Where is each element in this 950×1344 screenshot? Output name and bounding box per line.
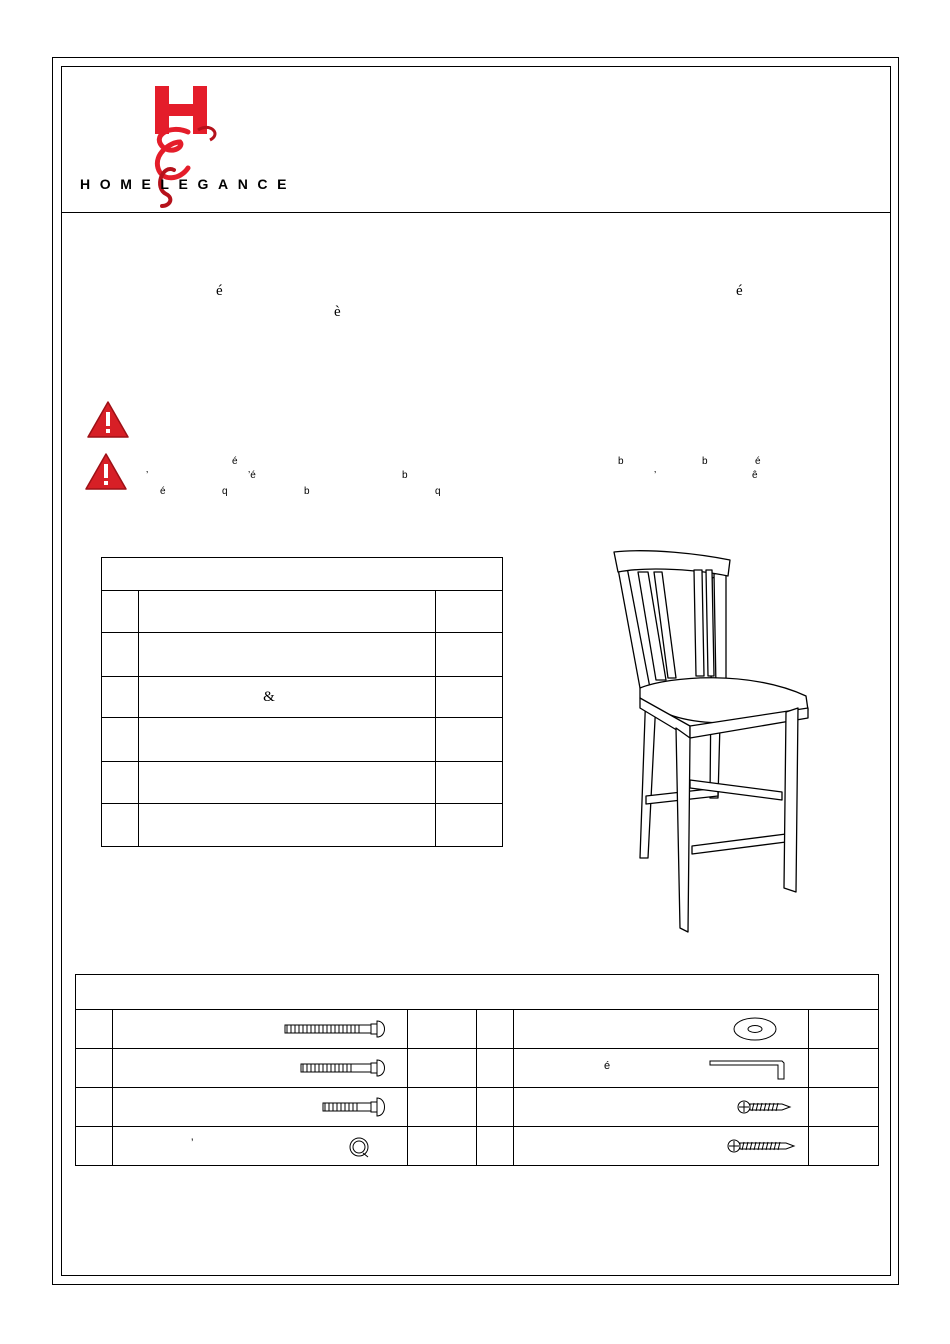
warning-mark: ’é: [248, 470, 256, 481]
warning-mark: é: [160, 486, 166, 497]
table-row: [102, 718, 503, 762]
table-row: [102, 762, 503, 804]
intro-mark: é: [216, 283, 223, 299]
header-divider: [61, 212, 891, 213]
warning-mark: b: [304, 486, 310, 497]
short-bolt-icon: [321, 1097, 391, 1117]
flat-washer-icon: [732, 1016, 778, 1042]
warning-mark: q: [435, 486, 441, 497]
table-row: [76, 1088, 879, 1127]
table-row: [102, 804, 503, 847]
lock-washer-icon: [347, 1135, 371, 1159]
warning-mark: b: [702, 456, 708, 467]
homelegance-monogram-logo: [140, 84, 220, 212]
warning-mark: q: [222, 486, 228, 497]
medium-bolt-icon: [299, 1059, 391, 1077]
bar-stool-illustration: [600, 548, 820, 940]
hardware-table: [75, 974, 879, 1166]
table-row: ’: [76, 1127, 879, 1166]
warning-mark: b: [618, 456, 624, 467]
warning-mark: b: [402, 470, 408, 481]
hardware-table-header: [76, 975, 879, 1010]
warning-triangle-icon: [86, 400, 130, 440]
brand-wordmark: HOMELEGANCE: [80, 176, 297, 192]
parts-table: [101, 557, 503, 847]
warning-mark: é: [755, 456, 761, 467]
allen-key-icon: [708, 1057, 790, 1081]
table-row: [76, 1010, 879, 1049]
warning-mark: é: [232, 456, 238, 467]
intro-mark: è: [334, 304, 341, 320]
long-screw-icon: [726, 1138, 796, 1154]
long-bolt-icon: [283, 1020, 391, 1038]
table-row: &: [102, 677, 503, 718]
warning-mark: ’: [654, 470, 657, 481]
intro-mark: é: [736, 283, 743, 299]
table-row: é: [76, 1049, 879, 1088]
table-row: [102, 633, 503, 677]
table-row: [102, 591, 503, 633]
short-screw-icon: [736, 1099, 792, 1115]
warning-mark: ’: [146, 470, 149, 481]
warning-mark: ê: [752, 470, 758, 481]
parts-table-header: [102, 558, 503, 591]
warning-triangle-icon: [84, 452, 128, 492]
